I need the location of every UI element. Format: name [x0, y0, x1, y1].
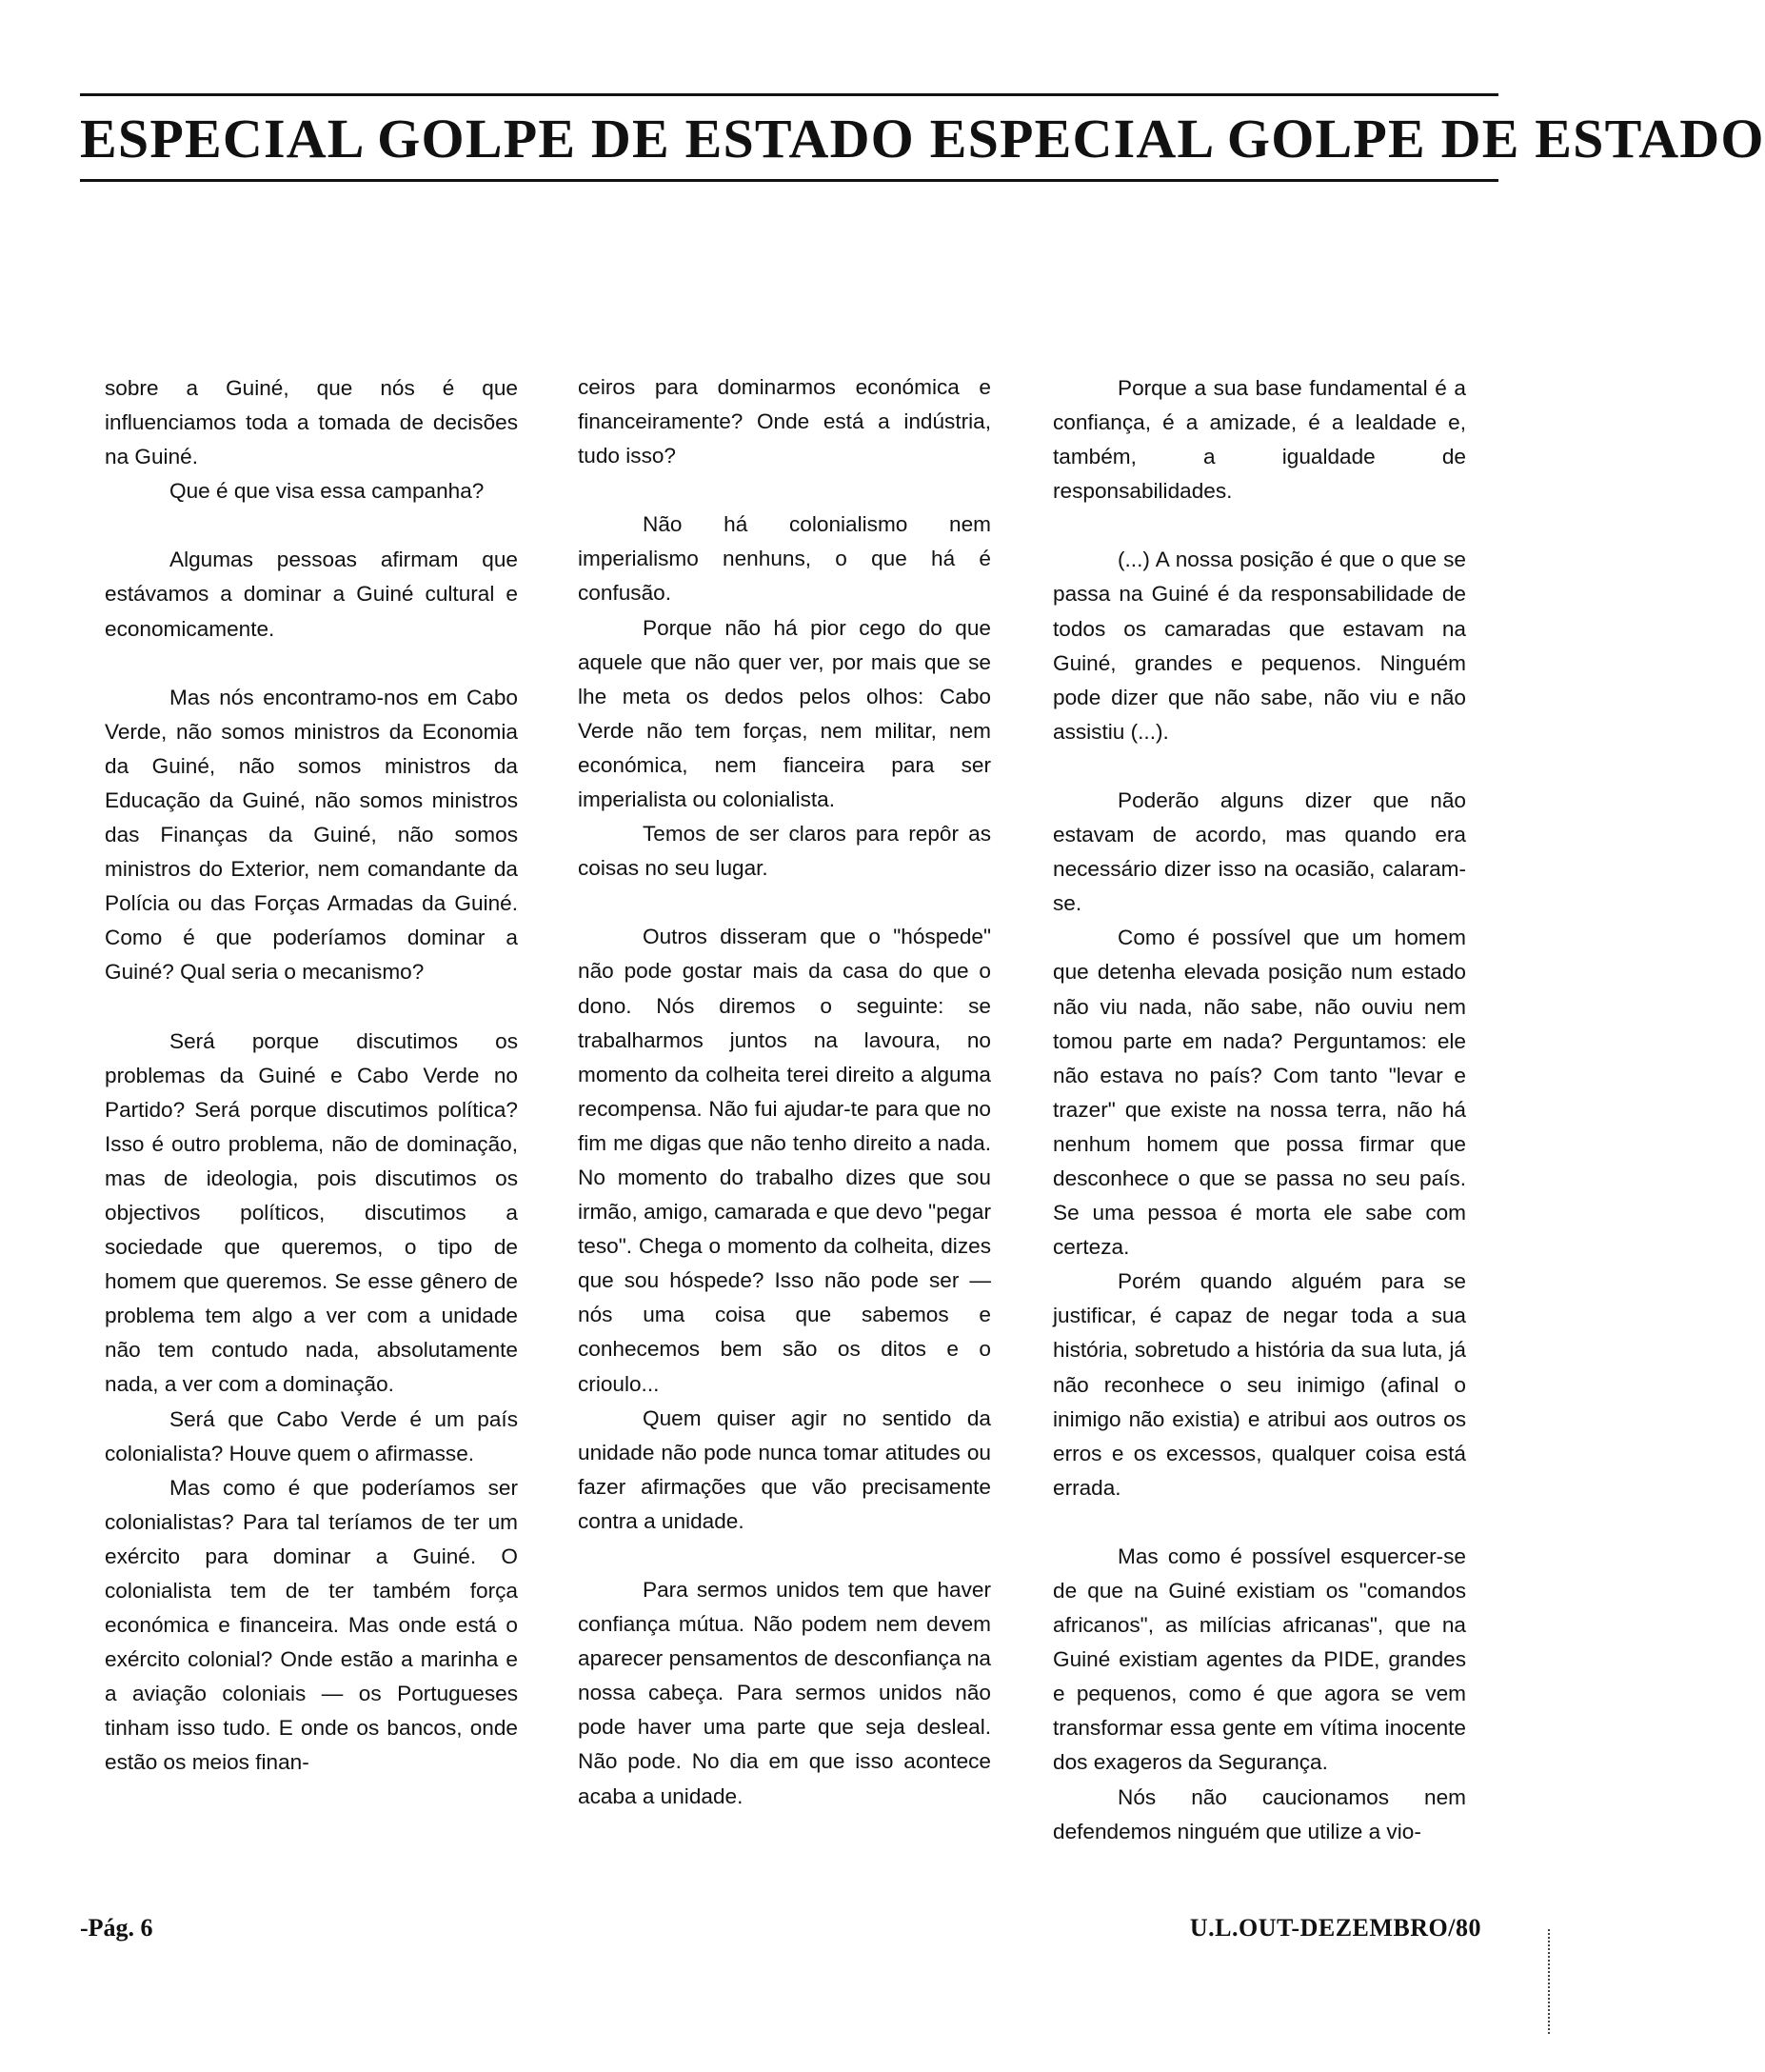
paragraph: Será porque discutimos os problemas da Guiné e Cabo Verde no Partido? Será porque discutimos política? Isso é outro problema, não de dominação, mas de ideologia, pois discutimos os objectivos políticos, discutimos a sociedade que queremos, o tipo de homem que queremos. Se esse gênero de problema tem algo a ver com a unidade não tem contudo nada, absolutamente nada, a ver com a dominação. [105, 1028, 518, 1397]
paragraph: Porque a sua base fundamental é a confiança, é a amizade, é a lealdade e, também, a igualdade de responsabilidades. [1053, 376, 1466, 504]
paragraph: ceiros para dominarmos económica e financeiramente? Onde está a indústria, tudo isso? [578, 375, 991, 468]
paragraph: (...) A nossa posição é que o que se passa na Guiné é da responsabilidade de todos os camaradas que estavam na Guiné, grandes e pequenos. Ninguém pode dizer que não sabe, não viu e não assistiu (...). [1053, 548, 1466, 744]
paragraph: Será que Cabo Verde é um país colonialista? Houve quem o afirmasse. [105, 1406, 518, 1465]
paragraph: Porém quando alguém para se justificar, é capaz de negar toda a sua história, sobretudo a história da sua luta, já não reconhece o seu inimigo (afinal o inimigo não existia) e atribui aos outros os erros e os excessos, qualquer coisa está errada. [1053, 1269, 1466, 1500]
paragraph: Que é que visa essa campanha? [169, 479, 485, 504]
paragraph: Como é possível que um homem que detenha elevada posição num estado não viu nada, não sabe, não ouviu nem tomou parte em nada? Perguntamos: ele não estava no país? Com tanto "levar e trazer" que existe na nossa terra, não há nenhum homem que possa firmar que desconhece o que se passa no seu país. Se uma pessoa é morta ele sabe com certeza. [1053, 926, 1466, 1260]
paragraph: Mas como é possível esquercer-se de que na Guiné existiam os "comandos africanos", as milícias africanas", que na Guiné existiam agentes da PIDE, grandes e pequenos, como é que agora se vem transformar essa gente em vítima inocente dos exageros da Segurança. [1053, 1544, 1466, 1775]
paragraph: Poderão alguns dizer que não estavam de acordo, mas quando era necessário dizer isso na ocasião, calaram-se. [1053, 787, 1466, 916]
paragraph: Não há colonialismo nem imperialismo nenhuns, o que há é confusão. [578, 512, 991, 606]
article-column-2 [578, 370, 991, 1814]
paragraph: Algumas pessoas afirmam que estávamos a dominar a Guiné cultural e economicamente. [105, 548, 518, 641]
paragraph: Temos de ser claros para repôr as coisas no seu lugar. [578, 822, 991, 881]
paragraph: Quem quiser agir no sentido da unidade não pode nunca tomar atitudes ou fazer afirmações que vão precisamente contra a unidade. [578, 1405, 991, 1533]
page-header-title: ESPECIAL GOLPE DE ESTADO ESPECIAL GOLPE DE ESTADO [80, 108, 1765, 169]
paragraph: Porque não há pior cego do que aquele que não quer ver, por mais que se lhe meta os dedos pelos olhos: Cabo Verde não tem forças, nem militar, nem económica, nem fianceira para ser imperialista ou colonialista. [578, 615, 991, 812]
scan-edge-marks [1548, 1929, 1552, 2034]
paragraph: Mas como é que poderíamos ser colonialistas? Para tal teríamos de ter um exército para dominar a Guiné. O colonialista tem de ter também força económica e financeira. Mas onde está o exército colonial? Onde estão a marinha e a aviação coloniais — os Portugueses tinham isso tudo. E onde os bancos, onde estão os meios finan- [105, 1475, 518, 1775]
paragraph: Nós não caucionamos nem defendemos ninguém que utilize a vio- [1053, 1784, 1466, 1843]
paragraph: Outros disseram que o "hóspede" não pode gostar mais da casa do que o dono. Nós diremos o seguinte: se trabalharmos juntos na lavoura, no momento da colheita terei direito a alguma recompensa. Não fui ajudar-te para que no fim me digas que não tenho direito a nada. No momento do trabalho dizes que sou irmão, amigo, camarada e que devo "pegar teso". Chega o momento da colheita, dizes que sou hóspede? Isso não pode ser — nós uma coisa que sabemos e conhecemos bem são os ditos e o crioulo... [578, 925, 991, 1396]
paragraph: Mas nós encontramo-nos em Cabo Verde, não somos ministros da Economia da Guiné, não somos ministros da Educação da Guiné, não somos ministros das Finanças da Guiné, não somos ministros do Exterior, nem comandante da Polícia ou das Forças Armadas da Guiné. Como é que poderíamos dominar a Guiné? Qual seria o mecanismo? [105, 685, 518, 985]
paragraph: Para sermos unidos tem que haver confiança mútua. Não podem nem devem aparecer pensamentos de desconfiança na nossa cabeça. Para sermos unidos não pode haver uma parte que seja desleal. Não pode. No dia em que isso acontece acaba a unidade. [578, 1578, 991, 1808]
page-number: -Pág. 6 [80, 1914, 153, 1942]
article-column-3 [1053, 371, 1466, 1849]
header-rule-bottom [80, 179, 1498, 182]
paragraph: sobre a Guiné, que nós é que influenciamos toda a tomada de decisões na Guiné. [105, 376, 518, 469]
article-column-1 [105, 371, 518, 1781]
header-rule-top [80, 93, 1498, 96]
issue-label: U.L.OUT-DEZEMBRO/80 [1189, 1914, 1481, 1942]
